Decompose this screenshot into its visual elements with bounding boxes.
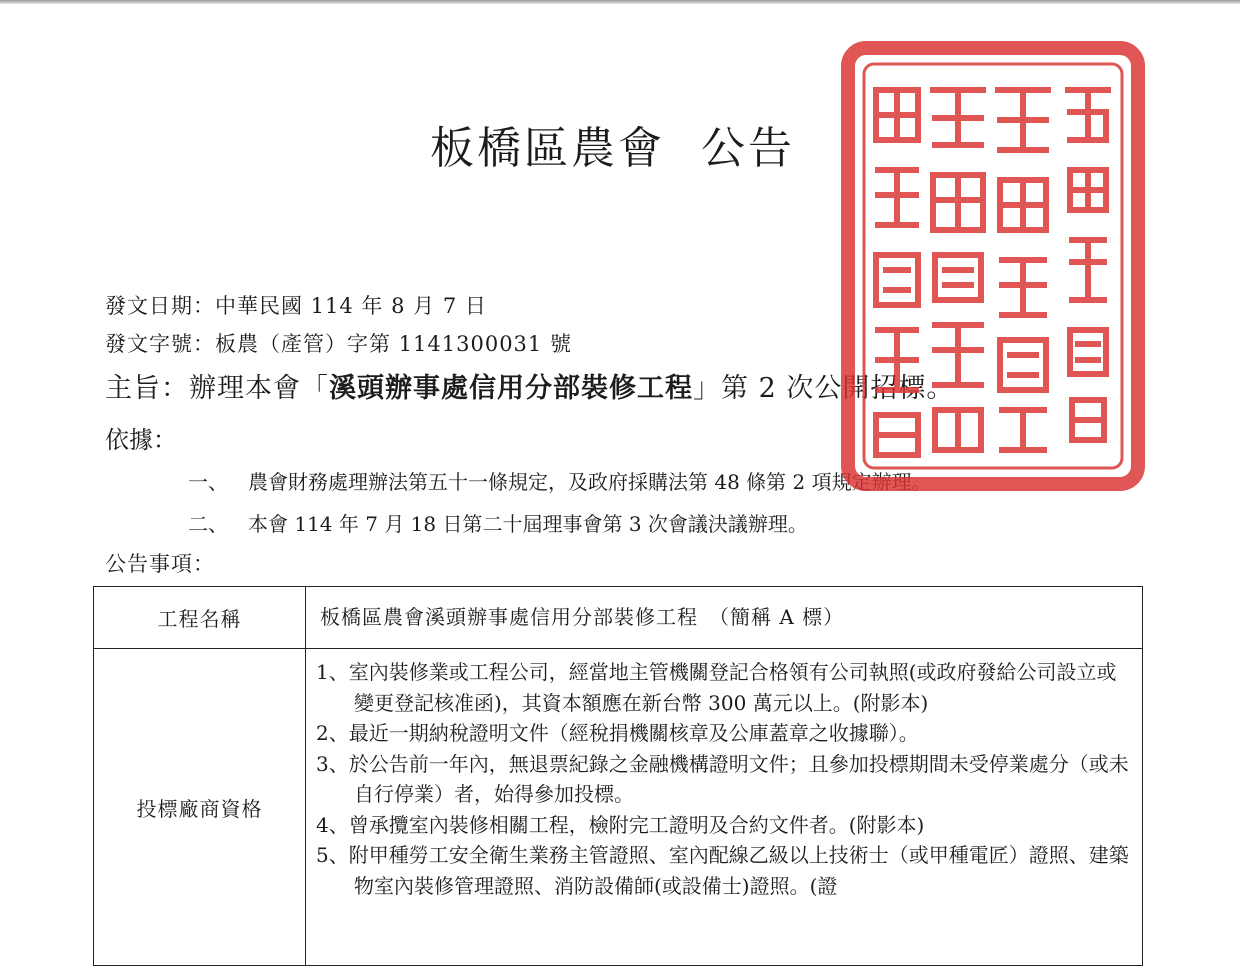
qualification-label: 投標廠商資格 — [136, 797, 263, 821]
qualification-list — [316, 657, 1136, 901]
project-name-value: 板橋區農會溪頭辦事處信用分部裝修工程 （簡稱 A 標） — [320, 605, 845, 629]
document-title — [430, 112, 795, 176]
basis-item-text: 本會 114 年 7 月 18 日第二十屆理事會第 3 次會議決議辦理。 — [248, 512, 808, 536]
subject-suffix: 」第 2 次公開招標。 — [693, 373, 955, 404]
qualification-item: 1、室內裝修業或工程公司，經當地主管機關登記合格領有公司執照(或政府發給公司設立或變更登記核准函)，其資本額應在新台幣 300 萬元以上。(附影本) — [316, 660, 1117, 715]
basis-heading: 依據： — [105, 426, 177, 454]
qualification-item: 5、附甲種勞工安全衛生業務主管證照、室內配線乙級以上技術士（或甲種電匠）證照、建築物室內裝修管理證照、消防設備師(或設備士)證照。(證 — [316, 843, 1129, 898]
doc-number-label: 發文字號： — [105, 332, 215, 356]
tender-table — [93, 586, 1143, 966]
qualification-item: 4、曾承攬室內裝修相關工程，檢附完工證明及合約文件者。(附影本) — [316, 812, 925, 837]
issue-date-line — [105, 290, 487, 320]
issue-date: 中華民國 114 年 8 月 7 日 — [215, 294, 487, 318]
title-org: 板橋區農會 — [430, 123, 665, 174]
official-seal-stamp — [838, 40, 1148, 492]
basis-item-text: 農會財務處理辦法第五十一條規定，及政府採購法第 48 條第 2 項規定辦理。 — [248, 470, 932, 494]
subject-prefix: 辦理本會「 — [189, 373, 329, 404]
doc-number-line — [105, 328, 572, 358]
qualification-item: 3、於公告前一年內，無退票紀錄之金融機構證明文件；且參加投標期間未受停業處分（或未自行停業）者，始得參加投標。 — [316, 751, 1129, 806]
basis-item-number: 二、 — [188, 512, 228, 536]
notice-heading: 公告事項： — [105, 552, 215, 576]
subject-emphasis: 溪頭辦事處信用分部裝修工程 — [329, 373, 693, 404]
column-divider — [305, 587, 306, 965]
issue-date-label: 發文日期： — [105, 294, 215, 318]
doc-number: 板農（產管）字第 1141300031 號 — [215, 332, 572, 356]
basis-item-number: 一、 — [188, 470, 228, 494]
subject-label: 主旨： — [105, 373, 189, 404]
basis-item — [188, 466, 932, 495]
scan-edge — [0, 0, 1240, 4]
subject-line — [105, 366, 954, 405]
title-type: 公告 — [701, 123, 795, 174]
project-name-label: 工程名稱 — [157, 607, 242, 631]
basis-item — [188, 508, 808, 537]
qualification-item: 2、最近一期納稅證明文件（經稅捐機關核章及公庫蓋章之收據聯）。 — [316, 721, 919, 745]
